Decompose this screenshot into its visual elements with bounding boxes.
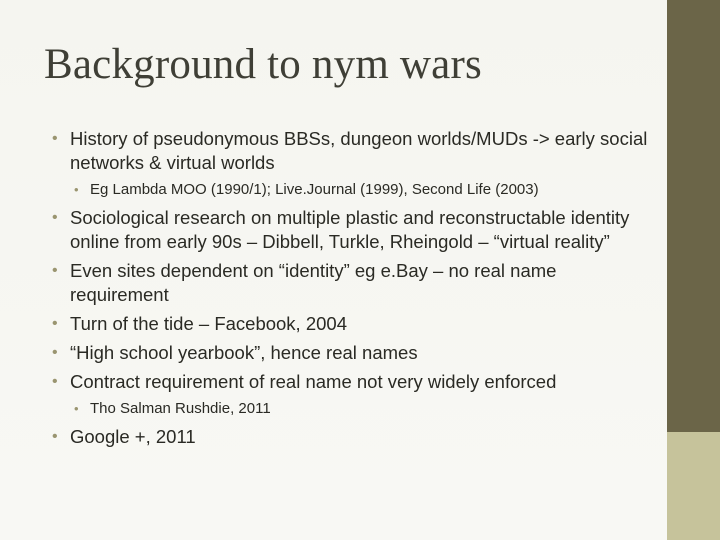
bullet-item: • Google +, 2011 <box>52 425 657 449</box>
sub-bullet-item: • Tho Salman Rushdie, 2011 <box>52 399 657 419</box>
sidebar-accent-block <box>667 432 720 540</box>
bullet-item: • Sociological research on multiple plastic and reconstructable identity online from early 90s – Dibbell, Turkle, Rheingold – “virtual reality” <box>52 206 657 254</box>
bullet-list <box>52 127 657 454</box>
bullet-item: • History of pseudonymous BBSs, dungeon worlds/MUDs -> early social networks & virtual worlds <box>52 127 657 175</box>
bullet-item: • Turn of the tide – Facebook, 2004 <box>52 312 657 336</box>
bullet-item: • Contract requirement of real name not very widely enforced <box>52 370 657 394</box>
slide-title: Background to nym wars <box>44 41 482 88</box>
sub-bullet-item: • Eg Lambda MOO (1990/1); Live.Journal (1999), Second Life (2003) <box>52 180 657 200</box>
bullet-item: • Even sites dependent on “identity” eg e.Bay – no real name requirement <box>52 259 657 307</box>
decorative-sidebar <box>667 0 720 540</box>
bullet-item: • “High school yearbook”, hence real names <box>52 341 657 365</box>
